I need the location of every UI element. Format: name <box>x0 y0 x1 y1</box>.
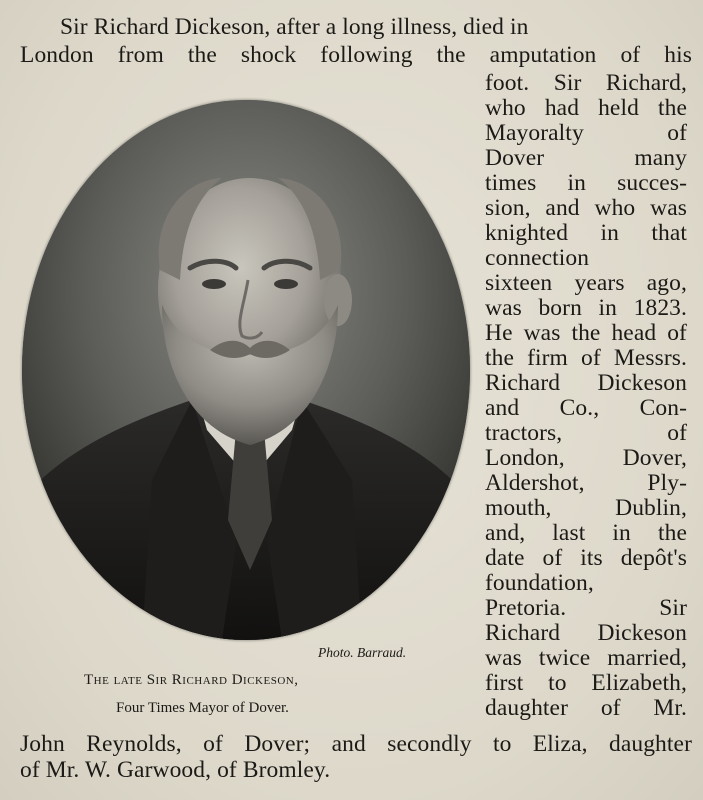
portrait-figure <box>22 100 470 640</box>
column-line: daughter of Mr. <box>485 695 687 721</box>
column-line: first to Elizabeth, <box>485 670 687 696</box>
article-line-final-1: John Reynolds, of Dover; and secondly to Eliza, daughter <box>20 731 692 757</box>
column-line: the firm of Messrs. <box>485 345 687 371</box>
photo-credit: Photo. Barraud. <box>318 645 407 660</box>
column-line: tractors, of <box>485 420 687 446</box>
article-line-final-2: of Mr. W. Garwood, of Bromley. <box>20 757 331 783</box>
column-line: Richard Dickeson <box>485 620 687 646</box>
column-line: knighted in that <box>485 220 687 246</box>
column-line: Mayoralty of <box>485 120 687 146</box>
column-line: who had held the <box>485 95 687 121</box>
column-line: London, Dover, <box>485 445 687 471</box>
column-line: date of its depôt's <box>485 545 687 571</box>
column-line: and Co., Con- <box>485 395 687 421</box>
column-line: and, last in the <box>485 520 687 546</box>
column-line: Aldershot, Ply- <box>485 470 687 496</box>
column-line: Dover many <box>485 145 687 171</box>
portrait-photo <box>22 100 470 640</box>
column-line: sixteen years ago, <box>485 270 687 296</box>
column-line: He was the head of <box>485 320 687 346</box>
article-line-2: London from the shock following the amputation of his <box>20 42 692 68</box>
figure-caption-title: The late Sir Richard Dickeson, <box>84 672 299 688</box>
column-line: was twice married, <box>485 645 687 671</box>
column-line: mouth, Dublin, <box>485 495 687 521</box>
column-line: connection <box>485 245 590 271</box>
column-line: Pretoria. Sir <box>485 595 687 621</box>
column-line: sion, and who was <box>485 195 687 221</box>
column-line: foot. Sir Richard, <box>485 70 687 96</box>
article-line-1: Sir Richard Dickeson, after a long illness, died in <box>60 14 529 40</box>
figure-caption-subtitle: Four Times Mayor of Dover. <box>116 700 289 716</box>
column-line: times in succes- <box>485 170 687 196</box>
column-line: was born in 1823. <box>485 295 687 321</box>
portrait-illustration <box>22 100 470 640</box>
column-line: Richard Dickeson <box>485 370 687 396</box>
column-line: foundation, <box>485 570 594 596</box>
